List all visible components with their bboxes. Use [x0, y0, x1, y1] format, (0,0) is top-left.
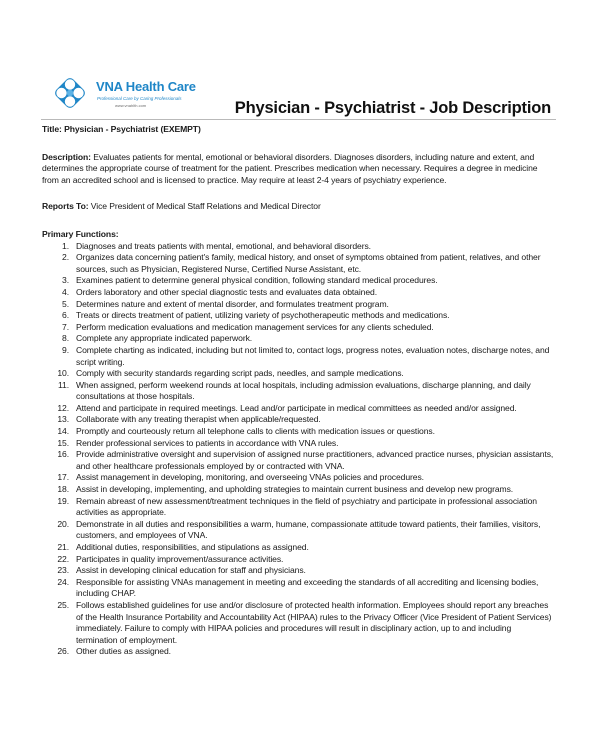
job-title-label: Title: — [42, 124, 62, 134]
list-item — [42, 554, 554, 566]
list-item — [42, 275, 554, 287]
reports-to-label: Reports To: — [42, 201, 89, 212]
list-item-text: Orders laboratory and other special diagnostic tests and evaluates data obtained. — [76, 286, 377, 297]
list-item — [42, 322, 554, 334]
list-item-number: 21. — [57, 542, 69, 552]
list-item-text: Diagnoses and treats patients with mental, emotional, and behavioral disorders. — [76, 240, 371, 251]
list-item — [42, 519, 554, 542]
list-item-text: Assist management in developing, monitoring, and overseeing VNAs policies and procedures. — [76, 472, 424, 483]
list-item-text: Responsible for assisting VNAs management in meeting and exceeding the standards of all accrediting and licensing bodies, including CHAP. — [76, 576, 539, 599]
list-item-number: 7. — [62, 321, 69, 332]
list-item — [42, 542, 554, 554]
list-item — [42, 287, 554, 299]
job-title-value: Physician - Psychiatrist (EXEMPT) — [64, 124, 201, 134]
list-item — [42, 426, 554, 438]
list-item — [42, 565, 554, 577]
list-item — [42, 310, 554, 322]
list-item — [42, 380, 554, 403]
list-item — [42, 241, 554, 253]
primary-functions-list — [42, 241, 554, 658]
logo-company-name: VNA Health Care — [96, 79, 196, 94]
document-body — [42, 124, 554, 658]
list-item-number: 23. — [57, 565, 69, 576]
list-item — [42, 472, 554, 484]
list-item-number: 12. — [57, 402, 69, 413]
list-item-number: 26. — [57, 646, 69, 657]
list-item-text: Examines patient to determine general physical condition, following standard medical procedures. — [76, 275, 438, 286]
list-item-number: 16. — [57, 449, 69, 460]
list-item — [42, 577, 554, 600]
list-item-text: Comply with security standards regarding script pads, needles, and sample medications. — [76, 368, 404, 379]
list-item-text: Follows established guidelines for use and/or disclosure of protected health information. Employees should report any breaches of the Health Insurance Portability and Accountability Act (HIPAA) rules to the Privacy Officer (Vice President of Patient Services) immediately. Failure to comply with HIPAA policies and procedures will result in disciplinary action, up to and including termination of employment. — [76, 599, 552, 645]
list-item-text: Assist in developing, implementing, and upholding strategies to maintain current business and develop new programs. — [76, 484, 514, 495]
list-item-text: Determines nature and extent of mental disorder, and formulates treatment program. — [76, 298, 389, 309]
list-item-number: 24. — [57, 576, 69, 587]
list-item-text: When assigned, perform weekend rounds at local hospitals, including admission evaluations, discharge planning, and daily consultations at those hospitals. — [76, 379, 531, 402]
list-item-number: 17. — [57, 472, 69, 483]
list-item — [42, 438, 554, 450]
list-item-text: Demonstrate in all duties and responsibilities a warm, humane, compassionate attitude toward patients, their families, visitors, customers, and employees of VNA. — [76, 518, 541, 541]
list-item-number: 2. — [62, 252, 69, 263]
list-item — [42, 345, 554, 368]
list-item-number: 18. — [57, 484, 69, 495]
list-item-number: 20. — [57, 518, 69, 529]
list-item-text: Assist in developing clinical education for staff and physicians. — [76, 565, 306, 576]
list-item-text: Complete any appropriate indicated paperwork. — [76, 333, 253, 344]
list-item-text: Promptly and courteously return all telephone calls to clients with medication issues or questions. — [76, 426, 435, 437]
list-item-number: 22. — [57, 553, 69, 564]
job-title-line — [42, 124, 554, 136]
list-item-text: Organizes data concerning patient's family, medical history, and onset of symptoms obtained from patient, relatives, and other sources, such as Physician, Registered Nurse, Certified Nurse Assistant, etc. — [76, 252, 541, 274]
description-label: Description: — [42, 151, 91, 162]
list-item — [42, 414, 554, 426]
list-item-number: 25. — [57, 599, 69, 610]
list-item — [42, 449, 554, 472]
list-item-number: 10. — [57, 368, 69, 379]
list-item-number: 8. — [62, 333, 69, 344]
list-item — [42, 299, 554, 311]
list-item-number: 3. — [62, 275, 69, 286]
list-item — [42, 484, 554, 496]
list-item — [42, 646, 554, 658]
description-paragraph — [42, 152, 554, 187]
vna-logo-mark-icon — [50, 73, 90, 113]
list-item-number: 4. — [62, 286, 69, 297]
description-text: Evaluates patients for mental, emotional or behavioral disorders. Diagnoses disorders, including nature and extent, and determines the appropriate course of treatment for the patient. Prescribes medication when necessary. Requires a degree in medicine from an accredited school and is licensed to practice. May require at least 2-4 years of psychiatry experience. — [42, 151, 538, 185]
list-item-text: Participates in quality improvement/assurance activities. — [76, 553, 284, 564]
list-item — [42, 252, 554, 275]
primary-functions-heading: Primary Functions: — [42, 228, 119, 239]
page-title: Physician - Psychiatrist - Job Description — [234, 99, 551, 117]
list-item-number: 5. — [62, 298, 69, 309]
list-item — [42, 403, 554, 415]
list-item-text: Provide administrative oversight and supervision of assigned nurse practitioners, advanced practice nurses, physician assistants, and other healthcare professionals employed by or contracted with VNA. — [76, 449, 554, 471]
list-item-text: Treats or directs treatment of patient, utilizing variety of psychotherapeutic methods and medications. — [76, 310, 450, 321]
list-item — [42, 368, 554, 380]
company-logo — [50, 73, 200, 115]
list-item-text: Remain abreast of new assessment/treatment techniques in the field of psychiatry and participate in professional association activities as appropriate. — [76, 495, 537, 518]
list-item — [42, 333, 554, 345]
list-item-number: 14. — [57, 426, 69, 437]
list-item-text: Complete charting as indicated, including but not limited to, contact logs, progress notes, evaluation notes, discharge notes, and script writing. — [76, 344, 550, 367]
reports-to-line — [42, 201, 554, 213]
logo-tagline: Professional Care by Caring Professionals — [97, 96, 182, 101]
list-item-text: Render professional services to patients in accordance with VNA rules. — [76, 437, 339, 448]
list-item-number: 6. — [62, 310, 69, 321]
list-item-text: Attend and participate in required meetings. Lead and/or participate in medical committees as needed and/or assigned. — [76, 402, 517, 413]
list-item-number: 15. — [57, 437, 69, 448]
list-item-text: Other duties as assigned. — [76, 646, 171, 657]
list-item-number: 19. — [57, 495, 69, 506]
list-item-number: 13. — [57, 414, 69, 425]
list-item-number: 11. — [57, 379, 69, 390]
list-item-number: 9. — [62, 344, 69, 355]
list-item-text: Additional duties, responsibilities, and stipulations as assigned. — [76, 542, 309, 552]
reports-to-value: Vice President of Medical Staff Relations and Medical Director — [90, 201, 321, 212]
list-item — [42, 496, 554, 519]
list-item-number: 1. — [62, 240, 69, 251]
list-item-text: Perform medication evaluations and medication management services for any clients scheduled. — [76, 321, 434, 332]
list-item — [42, 600, 554, 646]
list-item-text: Collaborate with any treating therapist when applicable/requested. — [76, 414, 321, 425]
header-divider — [41, 119, 556, 120]
logo-url: www.vnahlth.com — [115, 103, 147, 108]
